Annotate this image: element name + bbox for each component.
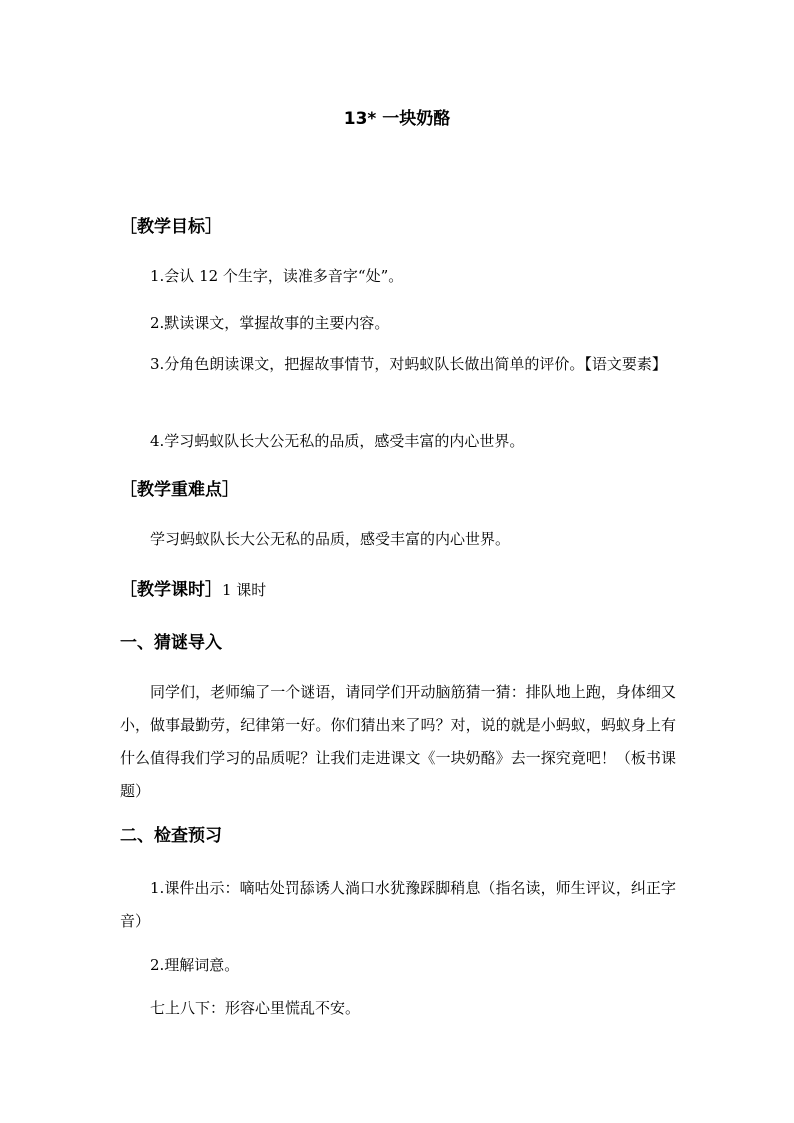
key-points-heading: ［教学重难点］ [120, 480, 239, 500]
section1-heading: 一、猜谜导入 [120, 633, 222, 653]
section2-item-1: 1.课件出示：嘀咕处罚舔诱人淌口水犹豫踩脚稍息（指名读，师生评议，纠正字音） [120, 879, 676, 930]
section2-item-2: 2.理解词意。 [150, 956, 240, 974]
section1-text: 同学们，老师编了一个谜语，请同学们开动脑筋猜一猜：排队地上跑，身体细又小，做事最勤劳，纪律第一好。你们猜出来了吗？对，说的就是小蚂蚁，蚂蚁身上有什么值得我们学习的品质呢？让我们走进课文《一块奶酪》去一探究竟吧！（板书课题） [120, 683, 676, 800]
class-hours-value: 1 课时 [222, 581, 267, 599]
page-title: 13* 一块奶酪 [343, 109, 451, 129]
objectives-heading: ［教学目标］ [120, 217, 222, 237]
section2-item-3: 七上八下：形容心里慌乱不安。 [150, 999, 361, 1017]
class-hours-line [120, 574, 676, 607]
objective-item-2: 2.默读课文，掌握故事的主要内容。 [150, 314, 390, 332]
objective-item-4: 4.学习蚂蚁队长大公无私的品质，感受丰富的内心世界。 [150, 432, 525, 450]
class-hours-heading: ［教学课时］ [120, 580, 222, 600]
objective-item-1: 1.会认 12 个生字，读准多音字“处”。 [150, 267, 404, 285]
key-points-text: 学习蚂蚁队长大公无私的品质，感受丰富的内心世界。 [150, 530, 511, 548]
section2-heading: 二、检查预习 [120, 826, 222, 846]
objective-item-3: 3.分角色朗读课文，把握故事情节，对蚂蚁队长做出简单的评价。【语文要素】 [150, 355, 667, 373]
